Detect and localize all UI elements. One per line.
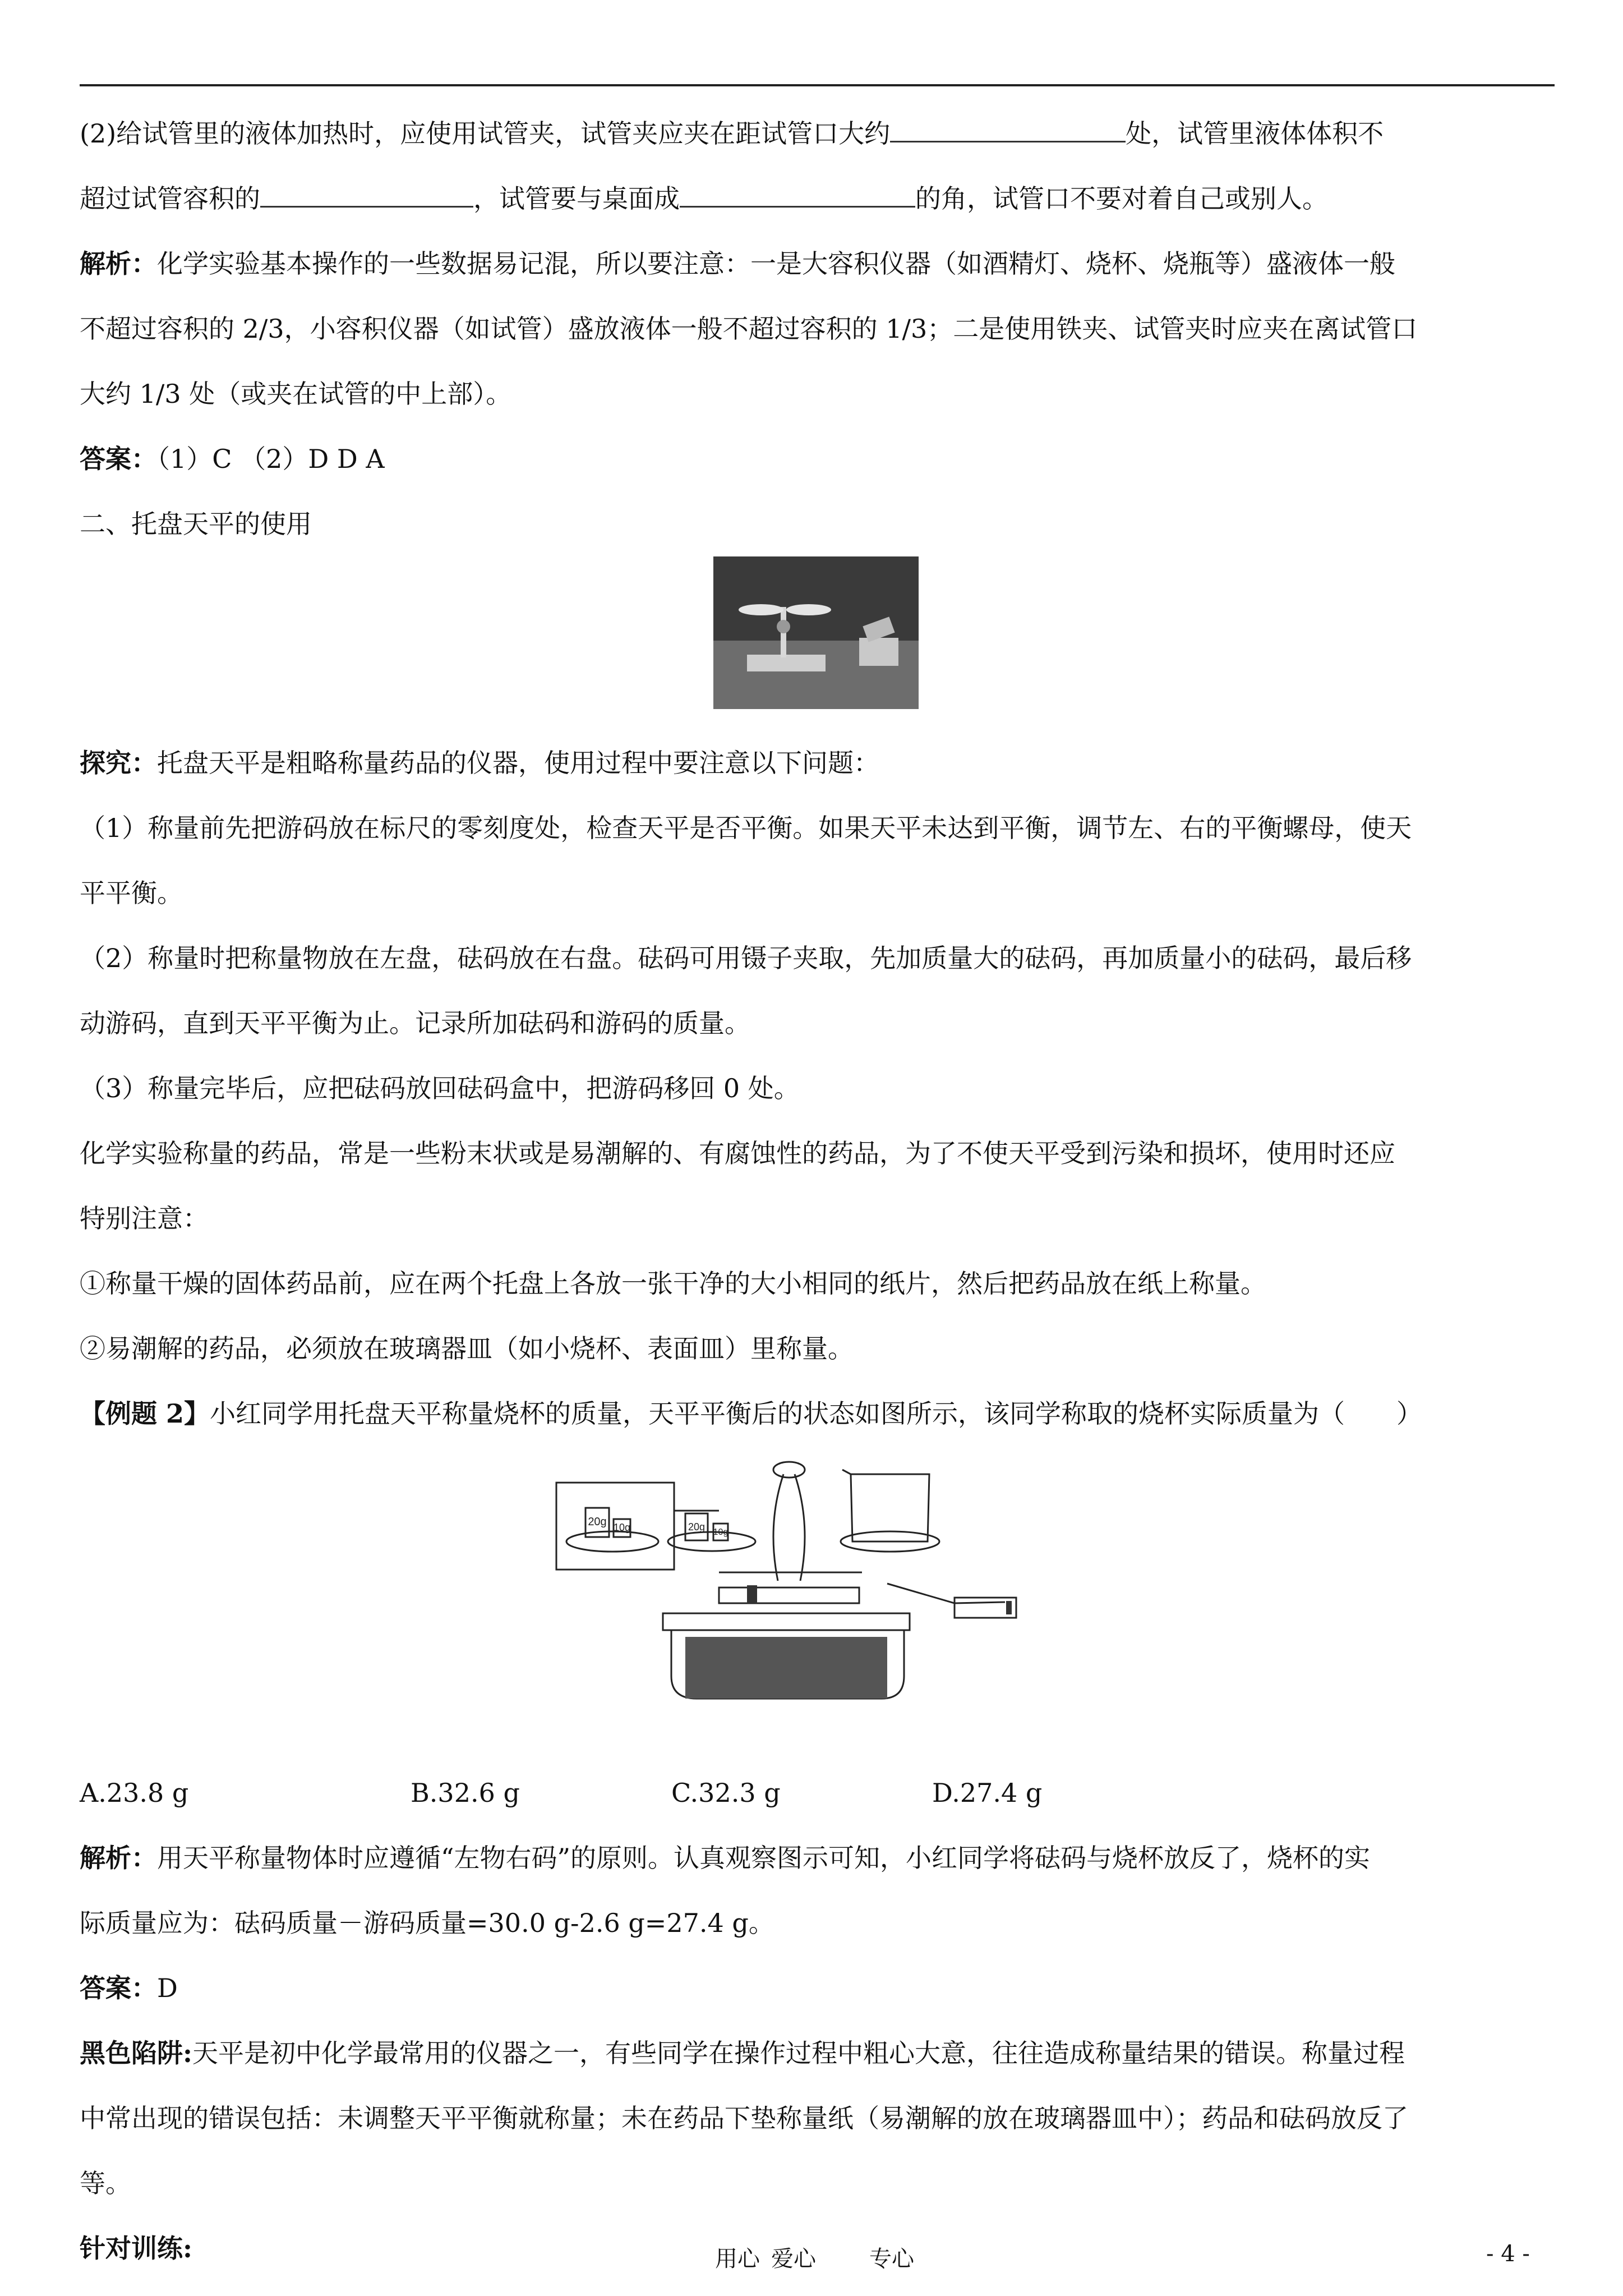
- pan-weight-20g-label: 20g: [688, 1521, 706, 1533]
- note-line2: 特别注意：: [80, 1203, 209, 1234]
- analysis-1-line3: 大约 1/3 处（或夹在试管的中上部）。: [80, 379, 512, 409]
- analysis-2-line1: 解析：用天平称量物体时应遵循“左物右码”的原则。认真观察图示可知，小红同学将砝码与烧杯放反了，烧杯的实: [80, 1843, 1371, 1873]
- option-a: A.23.8 g: [80, 1778, 189, 1808]
- footer-slogan-3: 专心: [869, 2246, 914, 2272]
- trap-line2: 中常出现的错误包括：未调整天平平衡就称量；未在药品下垫称量纸（易潮解的放在玻璃器皿中）；药品和砝码放反了: [80, 2103, 1408, 2133]
- answer-blank: [890, 115, 1126, 142]
- trap-line1: 黑色陷阱:天平是初中化学最常用的仪器之一，有些同学在操作过程中粗心大意，往往造成称量结果的错误。称量过程: [80, 2038, 1405, 2068]
- option-c: C.32.3 g: [671, 1778, 781, 1808]
- question-2-line1: (2)给试管里的液体加热时，应使用试管夹，试管夹应夹在距试管口大约 处，试管里液体体积不: [80, 101, 1555, 166]
- options-row: [80, 1760, 1555, 1825]
- explore-line: 探究：托盘天平是粗略称量药品的仪器，使用过程中要注意以下问题：: [80, 748, 879, 778]
- step-2-line2: 动游码，直到天平平衡为止。记录所加砝码和游码的质量。: [80, 1008, 750, 1038]
- question-2-line2: 超过试管容积的 ，试管要与桌面成 的角，试管口不要对着自己或别人。: [80, 166, 1555, 231]
- footer-slogan-1: 用心: [715, 2246, 760, 2272]
- step-2-line1: （2）称量时把称量物放在左盘，砝码放在右盘。砝码可用镊子夹取，先加质量大的砝码，再加质量小的砝码，最后移: [80, 943, 1412, 973]
- pan-weight-10g-label: 10g: [713, 1527, 728, 1537]
- footer-slogan-2: 爱心: [771, 2246, 816, 2272]
- answer-blank: [260, 180, 473, 208]
- answer-blank: [680, 180, 915, 208]
- balance-diagram-figure: [80, 1446, 1555, 1760]
- answer-1: 答案：（1）C （2）D D A: [80, 444, 385, 474]
- analysis-1-line1: 解析：化学实验基本操作的一些数据易记混，所以要注意：一是大容积仪器（如酒精灯、烧杯、烧瓶等）盛液体一般: [80, 249, 1395, 279]
- option-d: D.27.4 g: [932, 1778, 1043, 1808]
- balance-photo: [713, 556, 919, 709]
- document-body: [80, 101, 1555, 2281]
- answer-2: 答案：D: [80, 1973, 178, 2003]
- header-rule: [80, 84, 1555, 86]
- page-footer: [0, 2241, 1623, 2275]
- trap-line3: 等。: [80, 2168, 131, 2198]
- note-line1: 化学实验称量的药品，常是一些粉末状或是易潮解的、有腐蚀性的药品，为了不使天平受到污染和损坏，使用时还应: [80, 1138, 1395, 1168]
- section-2-title: 二、托盘天平的使用: [80, 509, 312, 539]
- analysis-2-line2: 际质量应为：砝码质量－游码质量=30.0 g-2.6 g=27.4 g。: [80, 1908, 774, 1938]
- weight-20g-label: 20g: [588, 1516, 607, 1528]
- balance-photo-figure: [80, 556, 1555, 730]
- example-2: 【例题 2】小红同学用托盘天平称量烧杯的质量，天平平衡后的状态如图所示，该同学称取的烧杯实际质量为（ ）: [80, 1398, 1423, 1429]
- weight-10g-label: 10g: [613, 1522, 631, 1533]
- training-heading: 针对训练:: [80, 2233, 192, 2263]
- step-3: （3）称量完毕后，应把砝码放回砝码盒中，把游码移回 0 处。: [80, 1073, 800, 1103]
- balance-diagram: [551, 1457, 1022, 1715]
- step-1-line1: （1）称量前先把游码放在标尺的零刻度处，检查天平是否平衡。如果天平未达到平衡，调节左、右的平衡螺母，使天: [80, 813, 1412, 843]
- caution-1: ①称量干燥的固体药品前，应在两个托盘上各放一张干净的大小相同的纸片，然后把药品放在纸上称量。: [80, 1268, 1266, 1299]
- analysis-1-line2: 不超过容积的 2/3，小容积仪器（如试管）盛放液体一般不超过容积的 1/3；二是使用铁夹、试管夹时应夹在离试管口: [80, 314, 1418, 344]
- step-1-line2: 平平衡。: [80, 878, 183, 908]
- page-number: - 4 -: [1486, 2241, 1530, 2267]
- caution-2: ②易潮解的药品，必须放在玻璃器皿（如小烧杯、表面皿）里称量。: [80, 1333, 854, 1364]
- option-b: B.32.6 g: [411, 1778, 520, 1808]
